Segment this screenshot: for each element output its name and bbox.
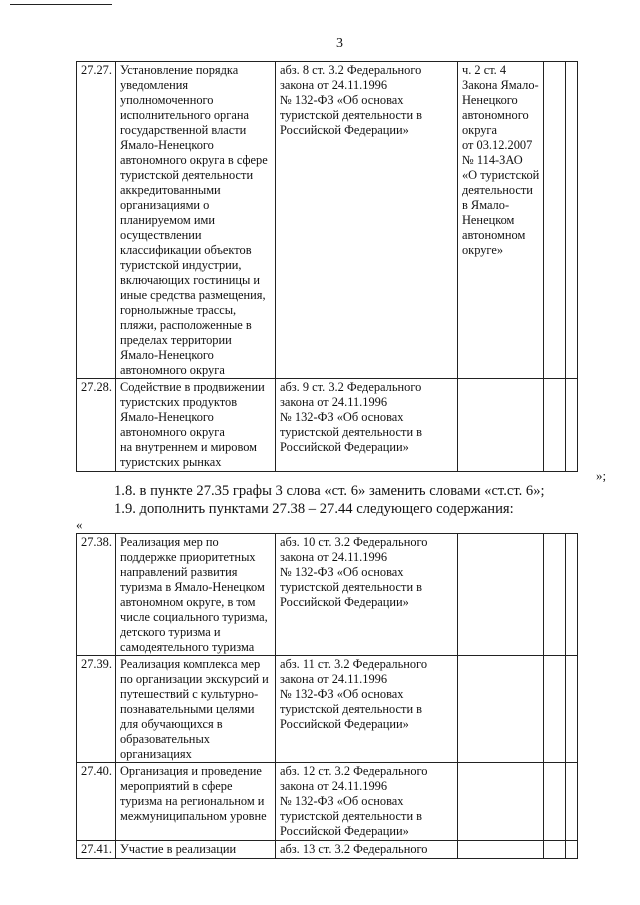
power-name-cell: Реализация мер по поддержке приоритетных направлений развития туризма в Ямало-Ненецком автономном округе, в том числе социального туризма, детского туризма и самодеятельного туризма	[115, 534, 275, 656]
empty-cell	[565, 763, 577, 841]
table-row	[77, 841, 578, 859]
table-row	[77, 763, 578, 841]
power-name-cell: Участие в реализации	[115, 841, 275, 859]
row-number-cell: 27.39.	[77, 656, 116, 763]
empty-cell	[543, 534, 565, 656]
row-number-cell: 27.41.	[77, 841, 116, 859]
empty-cell	[543, 763, 565, 841]
row-number-cell: 27.28.	[77, 379, 116, 472]
federal-basis-cell: абз. 12 ст. 3.2 Федерального закона от 24.11.1996 № 132-ФЗ «Об основах туристской деятельности в Российской Федерации»	[275, 763, 457, 841]
table-row	[77, 62, 578, 379]
powers-table-top	[76, 61, 578, 472]
empty-cell	[565, 62, 577, 379]
table-row	[77, 534, 578, 656]
empty-cell	[543, 841, 565, 859]
regional-basis-cell	[457, 841, 543, 859]
amendment-item-1-8: 1.8. в пункте 27.35 графы 3 слова «ст. 6» заменить словами «ст.ст. 6»;	[114, 483, 545, 499]
table-row	[77, 379, 578, 472]
top-rule	[10, 4, 112, 5]
regional-basis-cell: ч. 2 ст. 4 Закона Ямало- Ненецкого автономного округа от 03.12.2007 № 114-ЗАО «О туристской деятельности в Ямало- Ненецком автономном округе»	[457, 62, 543, 379]
row-number-cell: 27.38.	[77, 534, 116, 656]
regional-basis-cell	[457, 656, 543, 763]
table-row	[77, 656, 578, 763]
federal-basis-cell: абз. 9 ст. 3.2 Федерального закона от 24.11.1996 № 132-ФЗ «Об основах туристской деятельности в Российской Федерации»	[275, 379, 457, 472]
federal-basis-cell: абз. 11 ст. 3.2 Федерального закона от 24.11.1996 № 132-ФЗ «Об основах туристской деятельности в Российской Федерации»	[275, 656, 457, 763]
power-name-cell: Установление порядка уведомления уполномоченного исполнительного органа государственной власти Ямало-Ненецкого автономного округа в сфере туристской деятельности аккредитованными организациями о планируемом ими осуществлении классификации объектов туристской индустрии, включающих гостиницы и иные средства размещения, горнолыжные трассы, пляжи, расположенные в пределах территории Ямало-Ненецкого автономного округа	[115, 62, 275, 379]
closing-quote-mark: »;	[596, 468, 607, 483]
power-name-cell: Содействие в продвижении туристских продуктов Ямало-Ненецкого автономного округа на внутреннем и мировом туристских рынках	[115, 379, 275, 472]
amendment-item-1-9: 1.9. дополнить пунктами 27.38 – 27.44 следующего содержания:	[114, 501, 514, 517]
empty-cell	[565, 379, 577, 472]
power-name-cell: Реализация комплекса мер по организации экскурсий и путешествий с культурно- познавательными целями для обучающихся в образовательных организациях	[115, 656, 275, 763]
empty-cell	[543, 379, 565, 472]
row-number-cell: 27.27.	[77, 62, 116, 379]
federal-basis-cell: абз. 8 ст. 3.2 Федерального закона от 24.11.1996 № 132-ФЗ «Об основах туристской деятельности в Российской Федерации»	[275, 62, 457, 379]
row-number-cell: 27.40.	[77, 763, 116, 841]
power-name-cell: Организация и проведение мероприятий в сфере туризма на региональном и межмуниципальном уровне	[115, 763, 275, 841]
empty-cell	[565, 841, 577, 859]
powers-table-bottom	[76, 533, 578, 859]
empty-cell	[565, 534, 577, 656]
empty-cell	[543, 656, 565, 763]
regional-basis-cell	[457, 379, 543, 472]
empty-cell	[543, 62, 565, 379]
empty-cell	[565, 656, 577, 763]
regional-basis-cell	[457, 763, 543, 841]
federal-basis-cell: абз. 13 ст. 3.2 Федерального	[275, 841, 457, 859]
opening-quote-mark: «	[76, 517, 83, 532]
regional-basis-cell	[457, 534, 543, 656]
federal-basis-cell: абз. 10 ст. 3.2 Федерального закона от 24.11.1996 № 132-ФЗ «Об основах туристской деятельности в Российской Федерации»	[275, 534, 457, 656]
page-number: 3	[336, 36, 343, 51]
